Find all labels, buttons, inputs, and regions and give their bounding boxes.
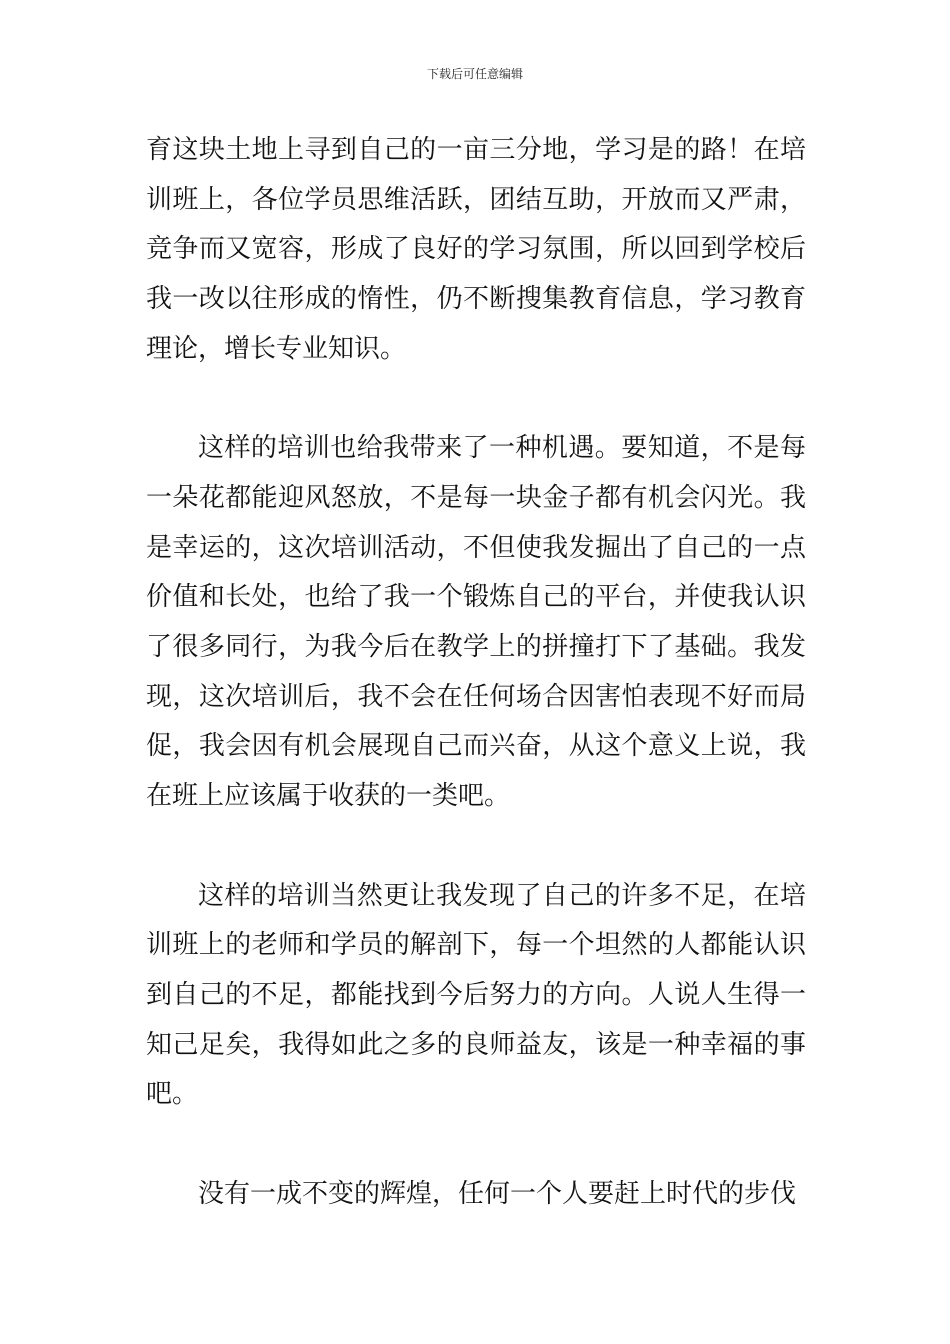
paragraph-4: 没有一成不变的辉煌，任何一个人要赶上时代的步伐 xyxy=(198,1178,797,1209)
paragraph-1: 育这块土地上寻到自己的一亩三分地，学习是的路！在培训班上，各位学员思维活跃，团结互助，开放而又严肃，竞争而又宽容，形成了良好的学习氛围，所以回到学校后我一改以往形成的惰性，仍不断搜集教育信息，学习教育理论，增长专业知识。 xyxy=(146,135,806,364)
page-header-note: 下载后可任意编辑 xyxy=(426,67,523,81)
paragraph-gap xyxy=(146,822,806,872)
paragraph-gap xyxy=(146,1120,806,1170)
document-body xyxy=(146,126,806,1219)
paragraph-gap xyxy=(146,375,806,425)
paragraph-3: 这样的培训当然更让我发现了自己的许多不足，在培训班上的老师和学员的解剖下，每一个坦然的人都能认识到自己的不足，都能找到今后努力的方向。人说人生得一知己足矣，我得如此之多的良师益友，该是一种幸福的事吧。 xyxy=(146,880,806,1110)
paragraph-2: 这样的培训也给我带来了一种机遇。要知道，不是每一朵花都能迎风怒放，不是每一块金子都有机会闪光。我是幸运的，这次培训活动，不但使我发掘出了自己的一点价值和长处，也给了我一个锻炼自己的平台，并使我认识了很多同行，为我今后在教学上的拼撞打下了基础。我发现，这次培训后，我不会在任何场合因害怕表现不好而局促，我会因有机会展现自己而兴奋，从这个意义上说，我在班上应该属于收获的一类吧。 xyxy=(146,433,806,812)
